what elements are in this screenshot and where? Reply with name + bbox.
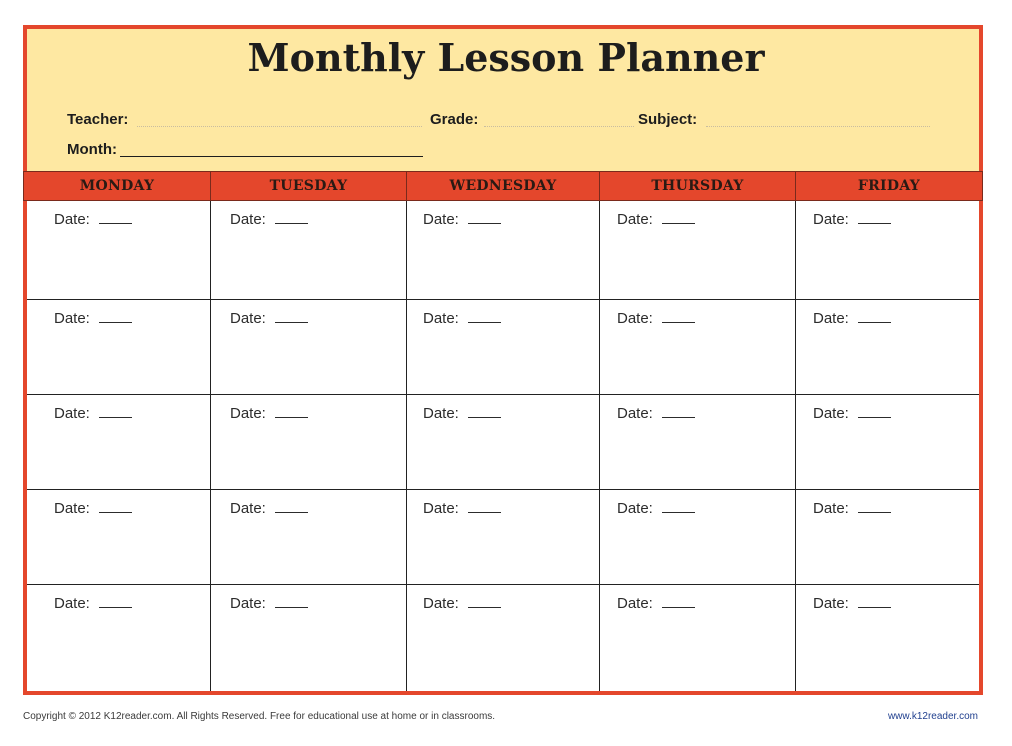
date-blank-field[interactable] bbox=[858, 310, 891, 323]
page-title: Monthly Lesson Planner bbox=[247, 35, 765, 80]
date-label-text: Date: bbox=[617, 310, 653, 327]
day-cell-friday-week-4[interactable] bbox=[796, 490, 979, 585]
date-label bbox=[54, 211, 132, 228]
day-cell-tuesday-week-1[interactable] bbox=[211, 201, 407, 300]
date-blank-field[interactable] bbox=[662, 595, 695, 608]
date-label-text: Date: bbox=[230, 405, 266, 422]
date-blank-field[interactable] bbox=[662, 405, 695, 418]
date-label bbox=[617, 310, 695, 327]
date-label bbox=[54, 500, 132, 517]
day-cell-friday-week-2[interactable] bbox=[796, 300, 979, 395]
day-cell-thursday-week-3[interactable] bbox=[600, 395, 796, 490]
subject-label: Subject: bbox=[638, 111, 698, 128]
date-label bbox=[813, 500, 891, 517]
date-blank-field[interactable] bbox=[275, 500, 308, 513]
date-label-text: Date: bbox=[423, 310, 459, 327]
date-blank-field[interactable] bbox=[858, 405, 891, 418]
date-label-text: Date: bbox=[617, 211, 653, 228]
date-blank-field[interactable] bbox=[662, 310, 695, 323]
grade-field[interactable] bbox=[484, 126, 634, 127]
date-label-text: Date: bbox=[230, 211, 266, 228]
date-label bbox=[617, 595, 695, 612]
day-header-thursday: THURSDAY bbox=[600, 172, 796, 200]
date-label bbox=[230, 595, 308, 612]
month-field[interactable] bbox=[120, 156, 423, 157]
date-blank-field[interactable] bbox=[468, 595, 501, 608]
date-blank-field[interactable] bbox=[99, 211, 132, 224]
day-cell-tuesday-week-4[interactable] bbox=[211, 490, 407, 585]
subject-field[interactable] bbox=[706, 126, 930, 127]
date-label-text: Date: bbox=[423, 500, 459, 517]
day-header-tuesday: TUESDAY bbox=[211, 172, 407, 200]
calendar-grid bbox=[27, 201, 979, 691]
date-label bbox=[54, 310, 132, 327]
copyright-text: Copyright © 2012 K12reader.com. All Rights Reserved. Free for educational use at home or in classrooms. bbox=[23, 711, 496, 722]
date-blank-field[interactable] bbox=[99, 310, 132, 323]
day-cell-wednesday-week-4[interactable] bbox=[407, 490, 600, 585]
day-cell-friday-week-3[interactable] bbox=[796, 395, 979, 490]
date-label bbox=[813, 211, 891, 228]
day-cell-monday-week-3[interactable] bbox=[27, 395, 211, 490]
date-label-text: Date: bbox=[813, 595, 849, 612]
date-label-text: Date: bbox=[423, 211, 459, 228]
date-blank-field[interactable] bbox=[275, 211, 308, 224]
day-cell-friday-week-5[interactable] bbox=[796, 585, 979, 691]
day-cell-wednesday-week-5[interactable] bbox=[407, 585, 600, 691]
day-cell-friday-week-1[interactable] bbox=[796, 201, 979, 300]
date-blank-field[interactable] bbox=[468, 310, 501, 323]
date-blank-field[interactable] bbox=[858, 500, 891, 513]
date-label bbox=[230, 405, 308, 422]
day-cell-thursday-week-2[interactable] bbox=[600, 300, 796, 395]
day-cell-monday-week-5[interactable] bbox=[27, 585, 211, 691]
date-blank-field[interactable] bbox=[468, 211, 501, 224]
date-label-text: Date: bbox=[54, 405, 90, 422]
date-label-text: Date: bbox=[423, 405, 459, 422]
date-label-text: Date: bbox=[813, 500, 849, 517]
date-label bbox=[54, 595, 132, 612]
date-label bbox=[423, 595, 501, 612]
date-blank-field[interactable] bbox=[858, 595, 891, 608]
month-label: Month: bbox=[67, 141, 117, 158]
day-cell-tuesday-week-3[interactable] bbox=[211, 395, 407, 490]
teacher-label: Teacher: bbox=[67, 111, 129, 128]
date-label-text: Date: bbox=[617, 595, 653, 612]
date-label bbox=[617, 405, 695, 422]
date-blank-field[interactable] bbox=[99, 405, 132, 418]
date-label-text: Date: bbox=[813, 405, 849, 422]
day-cell-tuesday-week-5[interactable] bbox=[211, 585, 407, 691]
day-header-row bbox=[23, 171, 983, 201]
date-label-text: Date: bbox=[423, 595, 459, 612]
date-blank-field[interactable] bbox=[468, 500, 501, 513]
day-cell-thursday-week-1[interactable] bbox=[600, 201, 796, 300]
date-label-text: Date: bbox=[813, 211, 849, 228]
website-link[interactable]: www.k12reader.com bbox=[887, 711, 978, 722]
day-header-monday: MONDAY bbox=[24, 172, 211, 200]
date-label bbox=[54, 405, 132, 422]
date-blank-field[interactable] bbox=[858, 211, 891, 224]
date-label-text: Date: bbox=[54, 595, 90, 612]
date-label-text: Date: bbox=[230, 595, 266, 612]
day-header-friday: FRIDAY bbox=[857, 178, 921, 194]
day-cell-tuesday-week-2[interactable] bbox=[211, 300, 407, 395]
date-blank-field[interactable] bbox=[275, 405, 308, 418]
date-label-text: Date: bbox=[230, 310, 266, 327]
date-label-text: Date: bbox=[617, 500, 653, 517]
date-label bbox=[230, 310, 308, 327]
day-cell-wednesday-week-1[interactable] bbox=[407, 201, 600, 300]
date-label bbox=[423, 211, 501, 228]
date-label bbox=[230, 211, 308, 228]
date-label bbox=[813, 595, 891, 612]
date-label bbox=[423, 405, 501, 422]
date-label bbox=[617, 211, 695, 228]
date-blank-field[interactable] bbox=[99, 595, 132, 608]
grade-label: Grade: bbox=[430, 111, 479, 128]
day-cell-wednesday-week-2[interactable] bbox=[407, 300, 600, 395]
teacher-field[interactable] bbox=[137, 126, 422, 127]
date-label bbox=[230, 500, 308, 517]
day-cell-thursday-week-5[interactable] bbox=[600, 585, 796, 691]
date-label bbox=[423, 310, 501, 327]
date-label bbox=[813, 405, 891, 422]
date-label-text: Date: bbox=[54, 211, 90, 228]
day-header-wednesday: WEDNESDAY bbox=[407, 172, 600, 200]
date-blank-field[interactable] bbox=[468, 405, 501, 418]
day-cell-monday-week-2[interactable] bbox=[27, 300, 211, 395]
day-cell-monday-week-4[interactable] bbox=[27, 490, 211, 585]
date-label-text: Date: bbox=[617, 405, 653, 422]
day-cell-monday-week-1[interactable] bbox=[27, 201, 211, 300]
date-blank-field[interactable] bbox=[662, 211, 695, 224]
date-label-text: Date: bbox=[54, 310, 90, 327]
date-blank-field[interactable] bbox=[99, 500, 132, 513]
date-label bbox=[813, 310, 891, 327]
date-label bbox=[423, 500, 501, 517]
date-blank-field[interactable] bbox=[662, 500, 695, 513]
date-label bbox=[617, 500, 695, 517]
date-label-text: Date: bbox=[54, 500, 90, 517]
date-label-text: Date: bbox=[813, 310, 849, 327]
date-label-text: Date: bbox=[230, 500, 266, 517]
day-cell-thursday-week-4[interactable] bbox=[600, 490, 796, 585]
date-blank-field[interactable] bbox=[275, 595, 308, 608]
date-blank-field[interactable] bbox=[275, 310, 308, 323]
day-cell-wednesday-week-3[interactable] bbox=[407, 395, 600, 490]
